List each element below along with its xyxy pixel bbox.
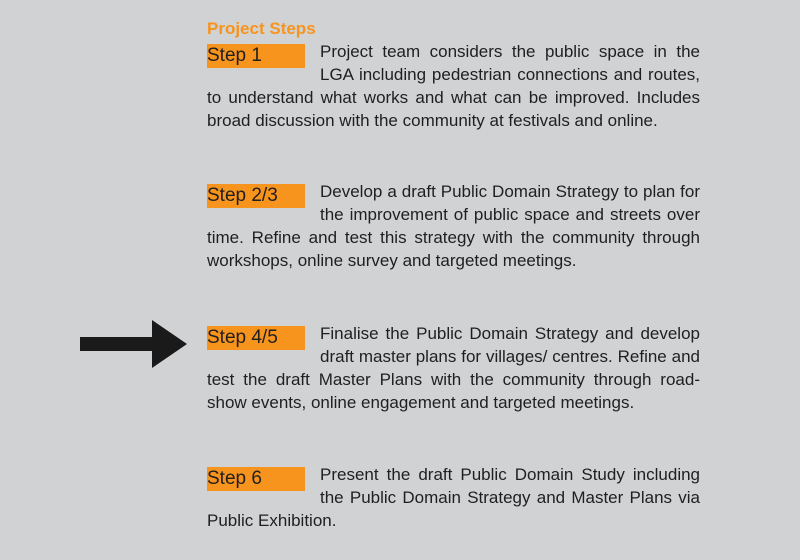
step-description: Project team considers the public space in the LGA including pedestrian connections and routes, to understand what works and what can be improved. Includes broad discussion with the community at festivals and online. — [207, 42, 700, 130]
step-1 — [207, 40, 700, 132]
step-2-3 — [207, 180, 700, 272]
step-badge: Step 6 — [207, 467, 305, 491]
step-badge: Step 2/3 — [207, 184, 305, 208]
page-title: Project Steps — [207, 19, 316, 38]
step-6 — [207, 463, 700, 532]
step-badge: Step 1 — [207, 44, 305, 68]
step-badge: Step 4/5 — [207, 326, 305, 350]
step-description: Finalise the Public Domain Strategy and develop draft master plans for villages/ centres. Refine and test the draft Master Plans with the community through road-show events, online engagement and targeted meetings. — [207, 324, 700, 412]
step-description: Present the draft Public Domain Study including the Public Domain Strategy and Master Plans via Public Exhibition. — [207, 465, 700, 530]
step-description: Develop a draft Public Domain Strategy to plan for the improvement of public space and streets over time. Refine and test this strategy with the community through workshops, online survey and targeted meetings. — [207, 182, 700, 270]
right-arrow-icon — [80, 318, 188, 370]
step-4-5 — [207, 322, 700, 414]
